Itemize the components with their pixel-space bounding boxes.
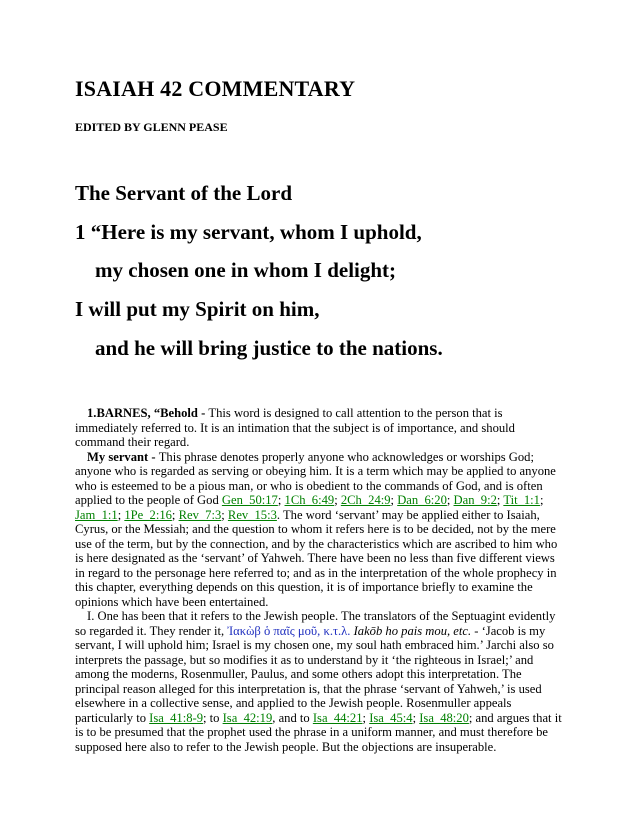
scripture-reference-link[interactable]: Rev_7:3 [178, 507, 222, 522]
paragraph-2-text: This phrase denotes properly anyone who acknowledges or worships God; anyone who is regarded as serving or obeying him. It is a term which may be applied to anyone who is esteemed to be a pious man, or who is obedient to the commands of God, and is often applied to the people of God [75, 449, 556, 507]
reference-separator: ; [496, 493, 504, 507]
page-title: ISAIAH 42 COMMENTARY [75, 76, 356, 101]
transliteration: Iakōb ho pais mou, etc. [353, 623, 472, 638]
scripture-reference-link[interactable]: 1Pe_2:16 [124, 507, 172, 522]
reference-separator: ; to [203, 710, 223, 725]
paragraph-3-text: I. One has been that it refers to the Jewish people. The translators of the Septuagint evidently so regarded it. They render it, [75, 609, 556, 638]
paragraph-1-text: This word is designed to call attention to the person that is immediately referred to. It is an intimation that the subject is of importance, and should command their regard. [75, 406, 515, 449]
reference-separator: ; [362, 710, 370, 725]
greek-quotation: Ἰακὼβ ὁ παῖς μοῦ, κ.τ.λ. [227, 623, 351, 638]
editor-credit: EDITED BY GLENN PEASE [75, 120, 228, 134]
scripture-reference-link[interactable]: Isa_45:4 [369, 710, 413, 725]
scripture-reference-link[interactable]: Isa_42:19 [222, 710, 273, 725]
paragraph-3-text-continued: - ‘Jacob is my servant, I will uphold him; Israel is my chosen one, my soul hath embraced him.’ Jarchi also so interprets the passage, but so modifies it as to understand by it ‘the righteous in Israel;’ and among the moderns, Rosenmuller, Paulus, and some others adopt this interpretation. The principal reason alleged for this interpretation is, that the phrase ‘servant of Yahweh,’ is used elsewhere in a collective sense, and applied to the Jewish people. Rosenmuller appeals particularly to [75, 623, 554, 725]
scripture-reference-link[interactable]: Jam_1:1 [75, 507, 118, 522]
verse-line-4: and he will bring justice to the nations. [95, 336, 443, 360]
paragraph-1 [75, 406, 563, 450]
commentary-body [75, 406, 563, 754]
reference-separator: , and to [272, 710, 313, 725]
section-heading: The Servant of the Lord [75, 181, 292, 205]
reference-separator: ; [277, 493, 285, 507]
reference-separator: ; [446, 493, 454, 507]
scripture-reference-link[interactable]: 1Ch_6:49 [284, 493, 335, 507]
reference-separator: ; [117, 507, 125, 522]
reference-separator: ; [171, 507, 179, 522]
scripture-reference-link[interactable]: 2Ch_24:9 [340, 493, 391, 507]
scripture-reference-link[interactable]: Gen_50:17 [221, 493, 278, 507]
paragraph-2 [75, 450, 563, 610]
reference-separator: ; [539, 493, 544, 507]
scripture-reference-link[interactable]: Tit_1:1 [503, 493, 540, 507]
verse-line-3: I will put my Spirit on him, [75, 297, 320, 321]
reference-list-2 [149, 711, 469, 725]
paragraph-2-label: My servant - [87, 449, 159, 464]
paragraph-3 [75, 609, 563, 754]
reference-separator: ; [390, 493, 398, 507]
scripture-reference-link[interactable]: Dan_6:20 [397, 493, 447, 507]
scripture-reference-link[interactable]: Isa_48:20 [419, 710, 469, 725]
verse-line-1: 1 “Here is my servant, whom I uphold, [75, 220, 422, 244]
scripture-reference-link[interactable]: Isa_44:21 [312, 710, 363, 725]
verse-line-2: my chosen one in whom I delight; [95, 258, 397, 282]
scripture-reference-link[interactable]: Dan_9:2 [453, 493, 497, 507]
scripture-reference-link[interactable]: Isa_41:8-9 [149, 710, 204, 725]
paragraph-3-text-end: ; and argues that it is to be presumed that the prophet used the phrase in a uniform manner, and must therefore be supposed here also to refer to the Jewish people. But the objections are insuperable. [75, 710, 562, 754]
paragraph-2-text-continued: . The word ‘servant’ may be applied either to Isaiah, Cyrus, or the Messiah; and the question to whom it refers here is to be decided, not by the mere use of the term, but by the connection, and by the characteristics which are ascribed to him who is here designated as the ‘servant’ of Yahweh. There have been no less than five different views in regard to the personage here referred to; and as in the interpretation of the whole prophecy in this chapter, everything depends on this question, it is of importance briefly to examine the opinions which have been entertained. [75, 507, 558, 609]
reference-separator: ; [412, 710, 420, 725]
scripture-reference-link[interactable]: Rev_15:3 [227, 507, 277, 522]
reference-separator: ; [221, 507, 228, 522]
paragraph-1-label: 1.BARNES, “Behold - [87, 406, 209, 420]
reference-separator: ; [334, 493, 341, 507]
